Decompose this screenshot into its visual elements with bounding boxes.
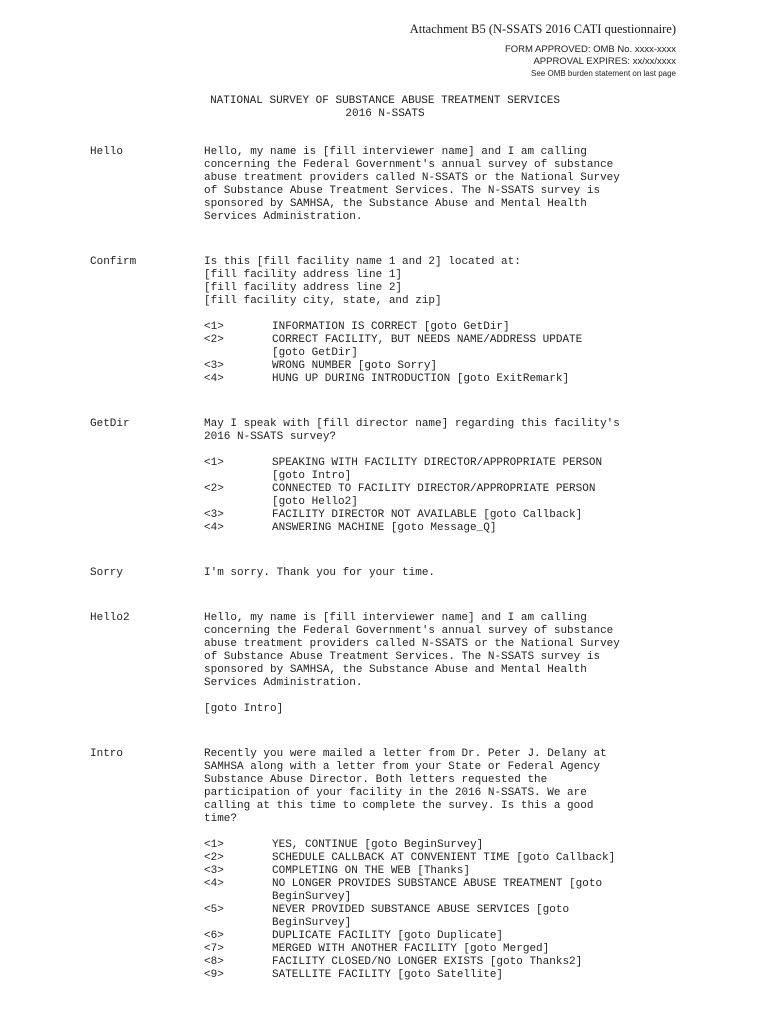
section-body [204,140,690,224]
response-option [204,334,690,360]
survey-title [0,95,770,121]
omb-block [505,44,676,79]
section-body [204,561,690,580]
section-body [204,606,690,716]
response-option [204,321,690,334]
section-hello [90,140,690,224]
survey-title-line2: 2016 N-SSATS [345,108,425,120]
option-code: <2> [204,852,224,864]
response-option [204,373,690,386]
option-code: <5> [204,904,224,916]
response-option [204,865,690,878]
section-body [204,742,690,982]
section-label: Hello2 [90,612,130,624]
option-text: MERGED WITH ANOTHER FACILITY [goto Merged] [272,943,550,955]
option-code: <1> [204,457,224,469]
response-options [204,457,690,535]
section-body [204,412,690,535]
option-text: INFORMATION IS CORRECT [goto GetDir] [272,321,510,333]
option-text: COMPLETING ON THE WEB [Thanks] [272,865,471,877]
option-text: CORRECT FACILITY, BUT NEEDS NAME/ADDRESS UPDATE [goto GetDir] [272,334,583,359]
option-code: <1> [204,839,224,851]
question-text: Recently you were mailed a letter from Dr. Peter J. Delany at SAMHSA along with a letter from your State or Federal Agency Substance Abuse Director. Both letters requested the participation of your facility in the 2016 N-SSATS. We are calling at this time to complete the survey. Is this a good time? [204,748,607,825]
option-code: <8> [204,956,224,968]
option-code: <3> [204,360,224,372]
question-text: May I speak with [fill director name] regarding this facility's 2016 N-SSATS survey? [204,418,620,443]
questionnaire-sections [90,140,690,1008]
option-text: SPEAKING WITH FACILITY DIRECTOR/APPROPRIATE PERSON [goto Intro] [272,457,603,482]
response-option [204,904,690,930]
option-text: NO LONGER PROVIDES SUBSTANCE ABUSE TREATMENT [goto BeginSurvey] [272,878,603,903]
option-code: <9> [204,969,224,981]
response-option [204,839,690,852]
option-code: <2> [204,483,224,495]
section-body [204,250,690,386]
section-sorry [90,561,690,580]
option-code: <4> [204,522,224,534]
option-code: <4> [204,878,224,890]
option-text: SCHEDULE CALLBACK AT CONVENIENT TIME [goto Callback] [272,852,616,864]
response-option [204,943,690,956]
option-text: DUPLICATE FACILITY [goto Duplicate] [272,930,504,942]
response-option [204,852,690,865]
option-text: FACILITY DIRECTOR NOT AVAILABLE [goto Callback] [272,509,583,521]
option-code: <6> [204,930,224,942]
goto-instruction: [goto Intro] [204,703,284,715]
section-hello2 [90,606,690,716]
section-confirm [90,250,690,386]
section-getdir [90,412,690,535]
section-label: Hello [90,146,124,158]
form-approved-line: FORM APPROVED: OMB No. xxxx-xxxx [504,44,676,55]
response-option [204,457,690,483]
attachment-title: Attachment B5 (N-SSATS 2016 CATI questionnaire) [409,22,676,36]
response-option [204,509,690,522]
response-option [204,969,690,982]
question-text: I'm sorry. Thank you for your time. [204,567,436,579]
option-code: <7> [204,943,224,955]
section-label: Intro [90,748,124,760]
option-text: WRONG NUMBER [goto Sorry] [272,360,438,372]
option-text: YES, CONTINUE [goto BeginSurvey] [272,839,484,851]
response-option [204,360,690,373]
option-code: <3> [204,509,224,521]
option-text: ANSWERING MACHINE [goto Message_Q] [272,522,497,534]
option-text: HUNG UP DURING INTRODUCTION [goto ExitRemark] [272,373,570,385]
section-label: Confirm [90,256,137,268]
question-text: Hello, my name is [fill interviewer name] and I am calling concerning the Federal Government's annual survey of substance abuse treatment providers called N-SSATS or the National Survey of Substance Abuse Treatment Services. The N-SSATS survey is sponsored by SAMHSA, the Substance Abuse and Mental Health Services Administration. [204,612,620,689]
section-label: Sorry [90,567,124,579]
question-text: Hello, my name is [fill interviewer name] and I am calling concerning the Federal Government's annual survey of substance abuse treatment providers called N-SSATS or the National Survey of Substance Abuse Treatment Services. The N-SSATS survey is sponsored by SAMHSA, the Substance Abuse and Mental Health Services Administration. [204,146,620,223]
response-option [204,930,690,943]
response-option [204,522,690,535]
option-text: CONNECTED TO FACILITY DIRECTOR/APPROPRIATE PERSON [goto Hello2] [272,483,596,508]
burden-note: See OMB burden statement on last page [531,69,676,78]
response-option [204,483,690,509]
survey-title-line1: NATIONAL SURVEY OF SUBSTANCE ABUSE TREATMENT SERVICES [210,95,560,107]
option-text: SATELLITE FACILITY [goto Satellite] [272,969,504,981]
approval-expires-line: APPROVAL EXPIRES: xx/xx/xxxx [533,56,676,67]
section-label: GetDir [90,418,130,430]
option-code: <2> [204,334,224,346]
option-code: <3> [204,865,224,877]
option-code: <4> [204,373,224,385]
response-option [204,956,690,969]
response-option [204,878,690,904]
option-text: NEVER PROVIDED SUBSTANCE ABUSE SERVICES [goto BeginSurvey] [272,904,570,929]
option-text: FACILITY CLOSED/NO LONGER EXISTS [goto Thanks2] [272,956,583,968]
response-options [204,321,690,386]
response-options [204,839,690,982]
question-text: Is this [fill facility name 1 and 2] located at: [fill facility address line 1] [fill facility address line 2] [fill facility city, state, and zip] [204,256,521,307]
section-intro [90,742,690,982]
option-code: <1> [204,321,224,333]
